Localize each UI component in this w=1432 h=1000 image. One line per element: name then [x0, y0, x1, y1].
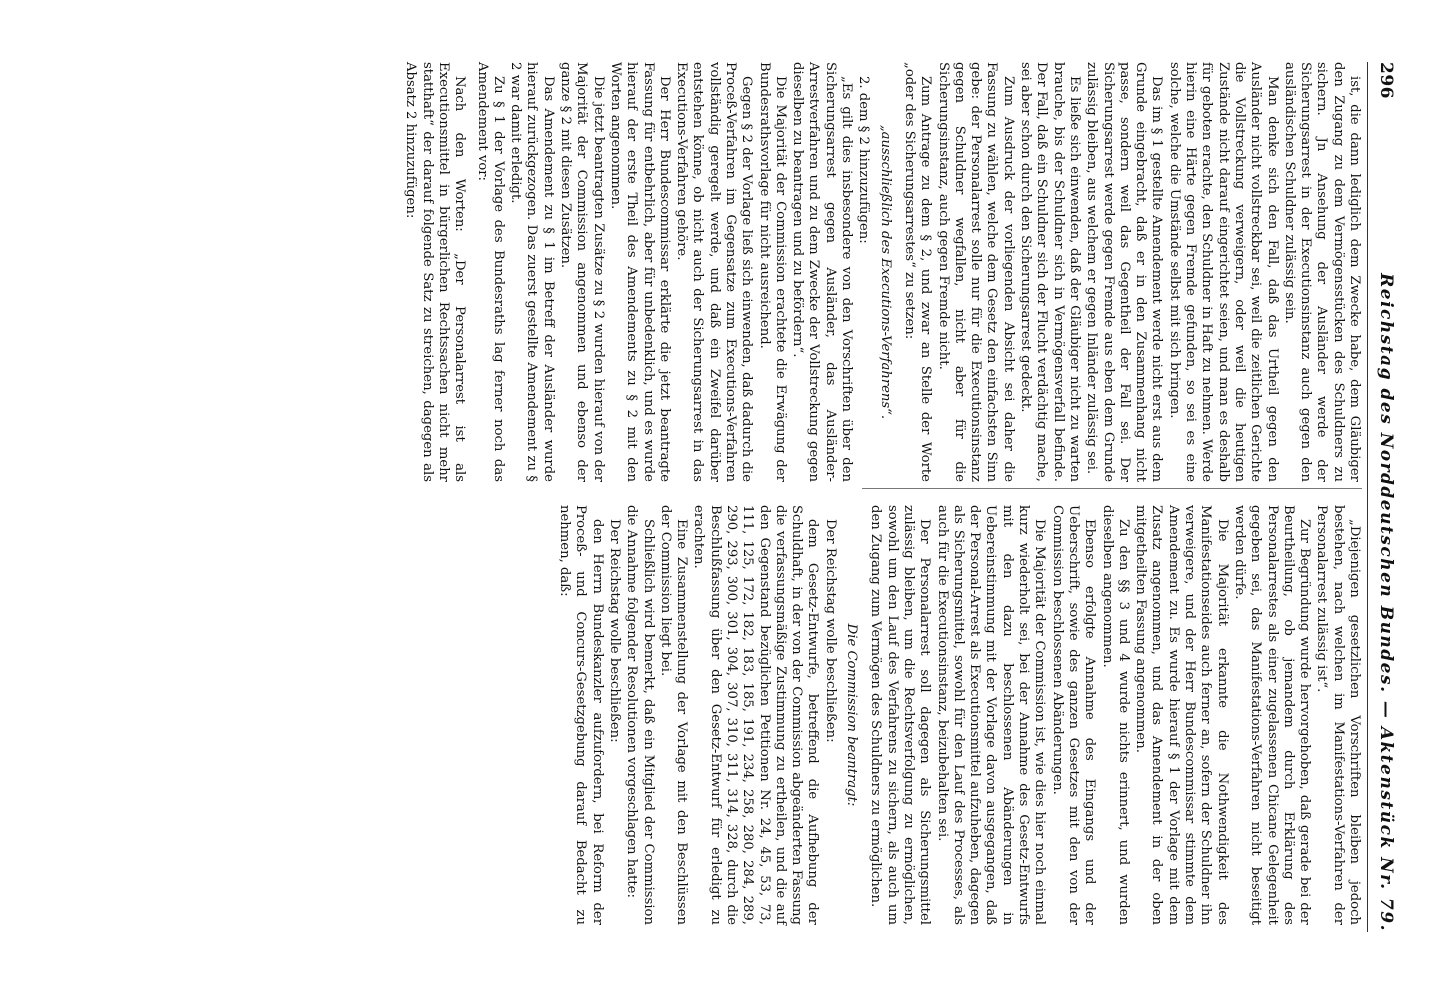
quoted-amendment: „ausschließlich des Executions-Verfahrens“.: [877, 124, 893, 420]
page-number: 296: [1376, 62, 1396, 99]
paragraph: Zu § 1 der Vorlage des Bundesraths lag ferner noch das Amendement vor:: [474, 62, 506, 482]
page-header: [1370, 62, 1402, 932]
paragraph: Das Amendement zu § 1 im Betreff der Ausländer wurde hierauf zurückgezogen. Das zuerst gestellte Amendement zu § 2 war damit erledigt.: [508, 62, 556, 482]
paragraph: Zur Begründung wurde hervorgehoben, daß gerade bei der Beurtheilung, ob jemandem durch Erklärung des Personalarrestes als einer zugelassenen Chicane Gelegenheit gegeben sei, das Manifestations-Verfahren nicht beseitigt werden dürfe.: [1231, 505, 1313, 925]
paragraph: Die Majorität der Commission erachtete die Erwägung der Bundesrathsvorlage für nicht ausreichend.: [756, 62, 788, 482]
paragraph: 2. dem § 2 hinzuzufügen:: [856, 76, 872, 244]
paragraph: Man denke sich den Fall, daß das Urtheil gegen den Ausländer nicht vollstreckbar sei, weil die zeitlichen Gerichte die Vollstreckung verweigern, oder weil die heutigen Zustände nicht darauf eingerichtet seien, und man es deshalb für geboten erachte, den Schuldner in Haft zu nehmen. Werde hierin eine Härte gegen Fremde gefunden, so sei es eine solche, welche die Umstände selbst mit sich bringen.: [1166, 62, 1280, 482]
paragraph: Zum Ausdruck der vorliegenden Absicht sei daher die Fassung zu wählen, welche dem Gesetz den einfachsten Sinn gebe: der Personalarrest solle nur für die Executionsinstanz gegen Schuldner wegfallen, nicht aber für die Sicherungsinstanz, auch gegen Fremde nicht.: [935, 62, 1016, 482]
paragraph: Der Herr Bundescommissar erklärte die jetzt beantragte Fassung für entbehrlich, aber für unbedenklich, und es wurde hierauf der erste Theil des Amendements zu § 2 mit den Worten angenommen.: [607, 62, 672, 482]
paragraph: ist, die dann lediglich dem Zwecke habe, dem Gläubiger den Zugang zu dem Vermögensstücken des Schuldners zu sichern. Jn Ansehung der Ausländer werde der Sicherungsarrest in der Executionsinstanz auch gegen den ausländischen Schuldner zulässig sein.: [1281, 62, 1362, 482]
paragraph: den Herrn Bundeskanzler aufzufordern, bei Reform der Proceß- und Concurs-Gesetzgebung darauf Bedacht zu nehmen, daß:: [557, 505, 605, 925]
paragraph: Schließlich wird bemerkt, daß ein Mitglied der Commission die Annahme folgender Resolutionen vorgeschlagen hatte:: [624, 505, 656, 925]
paragraph: dem Gesetz-Entwurfe, betreffend die Aufhebung der Schuldhaft, in der von der Commission abgeänderten Fassung die verfassungsmäßige Zustimmung zu ertheilen, und die auf den Gegenstand bezüglichen Petitionen Nr. 24, 45, 53, 73, 111, 125, 172, 182, 183, 185, 191, 234, 258, 280, 284, 289, 290, 293, 300, 301, 304, 307, 310, 311, 314, 328, durch die Beschlußfassung über den Gesetz-Entwurf für erledigt zu erachten.: [691, 505, 821, 925]
section-title: Die Commission beantragt:: [844, 623, 860, 807]
paragraph: Es ließe sich einwenden, daß der Gläubiger nicht zu warten brauche, bis der Schuldner sich in Vermögensverfall befinde. Der Fall, daß ein Schuldner sich der Flucht verdächtig mache, sei aber schon durch den Sicherungsarrest gedeckt.: [1018, 62, 1082, 482]
paragraph: Der Personalarrest soll dagegen als Sicherungsmittel zulässig bleiben, um die Rechtsverfolgung zu ermöglichen, sowohl um den Lauf des Verfahrens zu sichern, als auch um den Zugang zum Vermögen des Schuldners zu ermöglichen.: [868, 505, 933, 925]
paragraph: „Es gilt dies insbesondere von den Vorschriften über den Sicherungsarrest gegen Ausländer, das Ausländer-Arrestverfahren und zu dem Zwecke der Vollstreckung gegen dieselben zu beantragen und zu befördern“.: [790, 62, 855, 482]
paragraph: Zum Antrage zu dem § 2, und zwar an Stelle der Worte „oder des Sicherungsarrestes“ zu setzen:: [901, 62, 934, 482]
paragraph: Ebenso erfolgte Annahme des Eingangs und der Ueberschrift, sowie des ganzen Gesetzes mit den von der Commission beschlossenen Abänderungen.: [1049, 505, 1098, 925]
paragraph: Der Reichstag wolle beschließen:: [822, 519, 838, 743]
left-column: [401, 62, 1362, 482]
right-column: [555, 505, 1362, 925]
paragraph: Die Majorität der Commission ist, wie dies hier noch einmal kurz wiederholt sei, bei der Annahme des Gesetz-Entwurfs mit den dazu beschlossenen Abänderungen in Uebereinstimmung mit der Vorlage davon ausgegangen, daß der Personal-Arrest als Executionsmittel aufzuheben, dagegen als Sicherungsmittel, sowohl für den Lauf des Processes, als auch für die Executionsinstanz, beizubehalten sei.: [934, 505, 1048, 925]
paragraph: „Diejenigen gesetzlichen Vorschriften bleiben jedoch bestehen, nach welchen im Manifestations-Verfahren der Personalarrest zulässig ist“.: [1314, 505, 1362, 925]
paragraph: Der Reichstag wolle beschließen:: [606, 519, 622, 743]
column-divider: [862, 488, 1362, 489]
paragraph: Gegen § 2 der Vorlage ließ sich einwenden, daß dadurch die Proceß-Verfahren im Gegensatze zum Executions-Verfahren vollständig geregelt werde, und daß ein Zweifel darüber entstehen könne, ob nicht auch der Sicherungsarrest in das Executions-Verfahren gehöre.: [674, 62, 755, 482]
paragraph: Zu den §§ 3 und 4 wurde nichts erinnert, und wurden dieselben angenommen.: [1099, 505, 1131, 925]
header-rule: [1367, 62, 1368, 932]
quoted-amendment: Nach den Worten: „Der Personalarrest ist als Executionsmittel in bürgerlichen Rechtssachen nicht mehr statthaft“ der darauf folgende Satz zu streichen, dagegen als Absatz 2 hinzuzufügen:: [403, 62, 468, 482]
paragraph: Die Majorität erkannte die Nothwendigkeit des Manifestationseides auch ferner an, sofern der Schuldner ihn verweigere, und der Herr Bundescommissar stimmte dem Amendement zu. Es wurde hierauf § 1 der Vorlage mit dem Zusatz angenommen, und das Amendement in der oben mitgetheilten Fassung angenommen.: [1133, 505, 1230, 925]
paragraph: Das im § 1 gestellte Amendement werde nicht erst aus dem Grunde eingebracht, daß er in den Zusammenhang nicht passe, sondern weil das Gegentheil der Fall sei. Der Sicherungsarrest werde gegen Fremde aus eben dem Grunde zulässig bleiben, aus welchem er gegen Inländer zulässig sei.: [1084, 62, 1165, 482]
paragraph: Die jetzt beantragten Zusätze zu § 2 wurden hierauf von der Majorität der Commission angenommen und ebenso der ganze § 2 mit diesen Zusätzen.: [558, 62, 606, 482]
paragraph: Eine Zusammenstellung der Vorlage mit den Beschlüssen der Commission liegt bei.: [657, 505, 690, 925]
page-title: Reichstag des Norddeutschen Bundes. — Aktenstück Nr. 79.: [1376, 273, 1396, 932]
